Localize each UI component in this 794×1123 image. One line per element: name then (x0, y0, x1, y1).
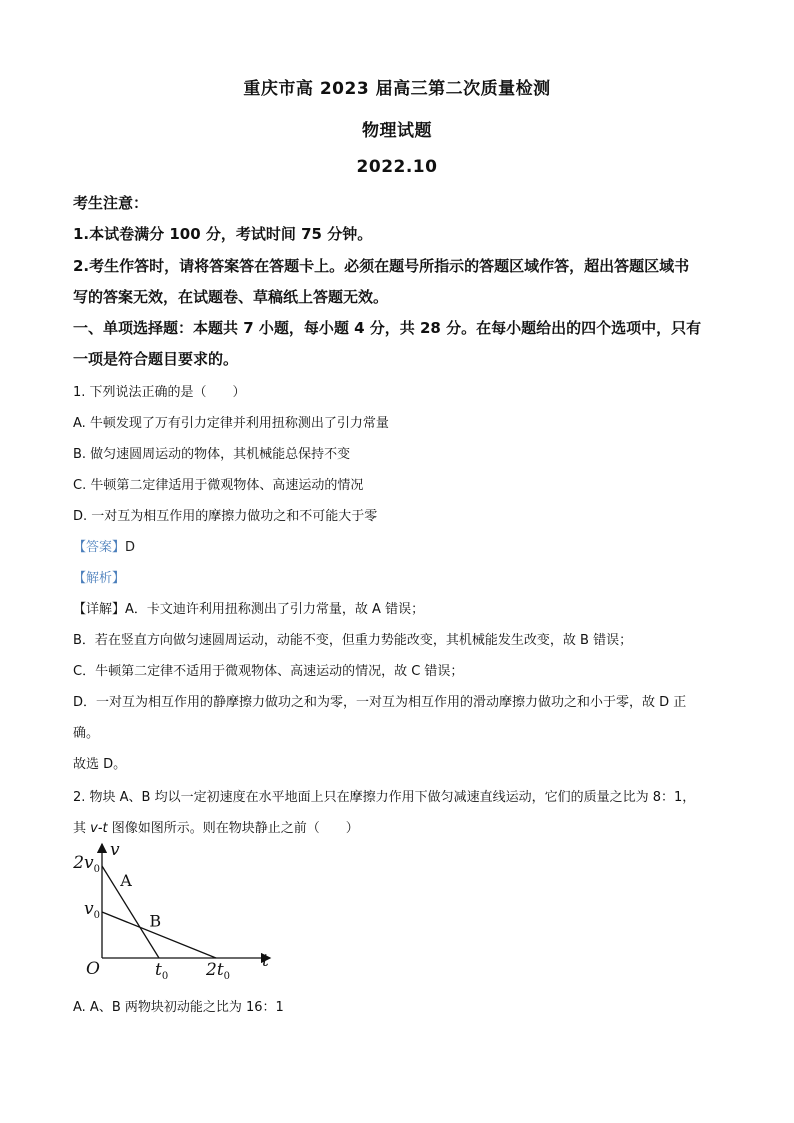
section-heading-line-1: 一、单项选择题：本题共 7 小题，每小题 4 分，共 28 分。在每小题给出的四个选项中，只有 (73, 319, 702, 337)
series-layer (102, 866, 216, 958)
origin-label: O (86, 959, 100, 979)
q1-conclusion: 故选 D。 (73, 757, 127, 772)
q1-option-b: B. 做匀速圆周运动的物体，其机械能总保持不变 (73, 447, 351, 462)
q1-option-c: C. 牛顿第二定律适用于微观物体、高速运动的情况 (73, 478, 364, 493)
series-label-b: B (149, 911, 162, 931)
analysis-tag: 【解析】 (73, 571, 126, 586)
vt-graph (70, 838, 290, 984)
y-tick-label-2: $2v_0$ (73, 853, 100, 875)
q2-stem-pre: 其 (73, 821, 91, 836)
q2-stem-vt: v-t (90, 821, 108, 836)
answer-tag: 【答案】 (73, 540, 126, 555)
answer-value: D (125, 540, 136, 555)
q2-stem-line-1: 2. 物块 A、B 均以一定初速度在水平地面上只在摩擦力作用下做匀减速直线运动，它们的质量之比为 8：1， (73, 790, 696, 805)
q1-detail-b: B．若在竖直方向做匀速圆周运动，动能不变，但重力势能改变，其机械能发生改变，故 B 错误； (73, 633, 633, 648)
q1-detail-d-line-1: D．一对互为相互作用的静摩擦力做功之和为零，一对互为相互作用的滑动摩擦力做功之和小于零，故 D 正 (73, 695, 687, 710)
exam-date: 2022.10 (356, 157, 438, 177)
q1-detail-d-line-2: 确。 (73, 726, 100, 741)
q2-option-a: A. A、B 两物块初动能之比为 16：1 (73, 1000, 284, 1015)
notice-heading: 考生注意： (73, 194, 149, 212)
exam-title: 重庆市高 2023 届高三第二次质量检测 (243, 79, 551, 99)
x-axis-label: t (262, 951, 269, 971)
detail-tag: 【详解】 (73, 602, 126, 617)
q2-stem-post: 图像如图所示。则在物块静止之前（ ） (107, 821, 359, 836)
y-tick-label-1: $v_0$ (84, 899, 100, 921)
q1-answer (73, 536, 135, 555)
x-tick-label-1: $t_0$ (155, 960, 169, 982)
subject-title: 物理试题 (362, 121, 432, 141)
q1-detail-a (73, 598, 424, 617)
q1-detail-c: C．牛顿第二定律不适用于微观物体、高速运动的情况，故 C 错误； (73, 664, 464, 679)
notice-item-2-line-2: 写的答案无效，在试题卷、草稿纸上答题无效。 (73, 288, 389, 306)
q1-option-a: A. 牛顿发现了万有引力定律并利用扭称测出了引力常量 (73, 416, 389, 431)
series-label-a: A (120, 871, 132, 890)
q2-stem-line-2 (73, 817, 359, 836)
section-heading-line-2: 一项是符合题目要求的。 (73, 350, 239, 368)
x-tick-label-2: $2t_0$ (206, 960, 231, 982)
detail-a-text: A．卡文迪许利用扭称测出了引力常量，故 A 错误； (125, 602, 425, 617)
q1-stem: 1. 下列说法正确的是（ ） (73, 385, 246, 400)
notice-item-2-line-1: 2.考生作答时，请将答案答在答题卡上。必须在题号所指示的答题区域作答，超出答题区域书 (73, 257, 690, 275)
y-axis-label: v (110, 840, 120, 860)
notice-item-1: 1.本试卷满分 100 分，考试时间 75 分钟。 (73, 225, 373, 243)
q1-option-d: D. 一对互为相互作用的摩擦力做功之和不可能大于零 (73, 509, 378, 524)
